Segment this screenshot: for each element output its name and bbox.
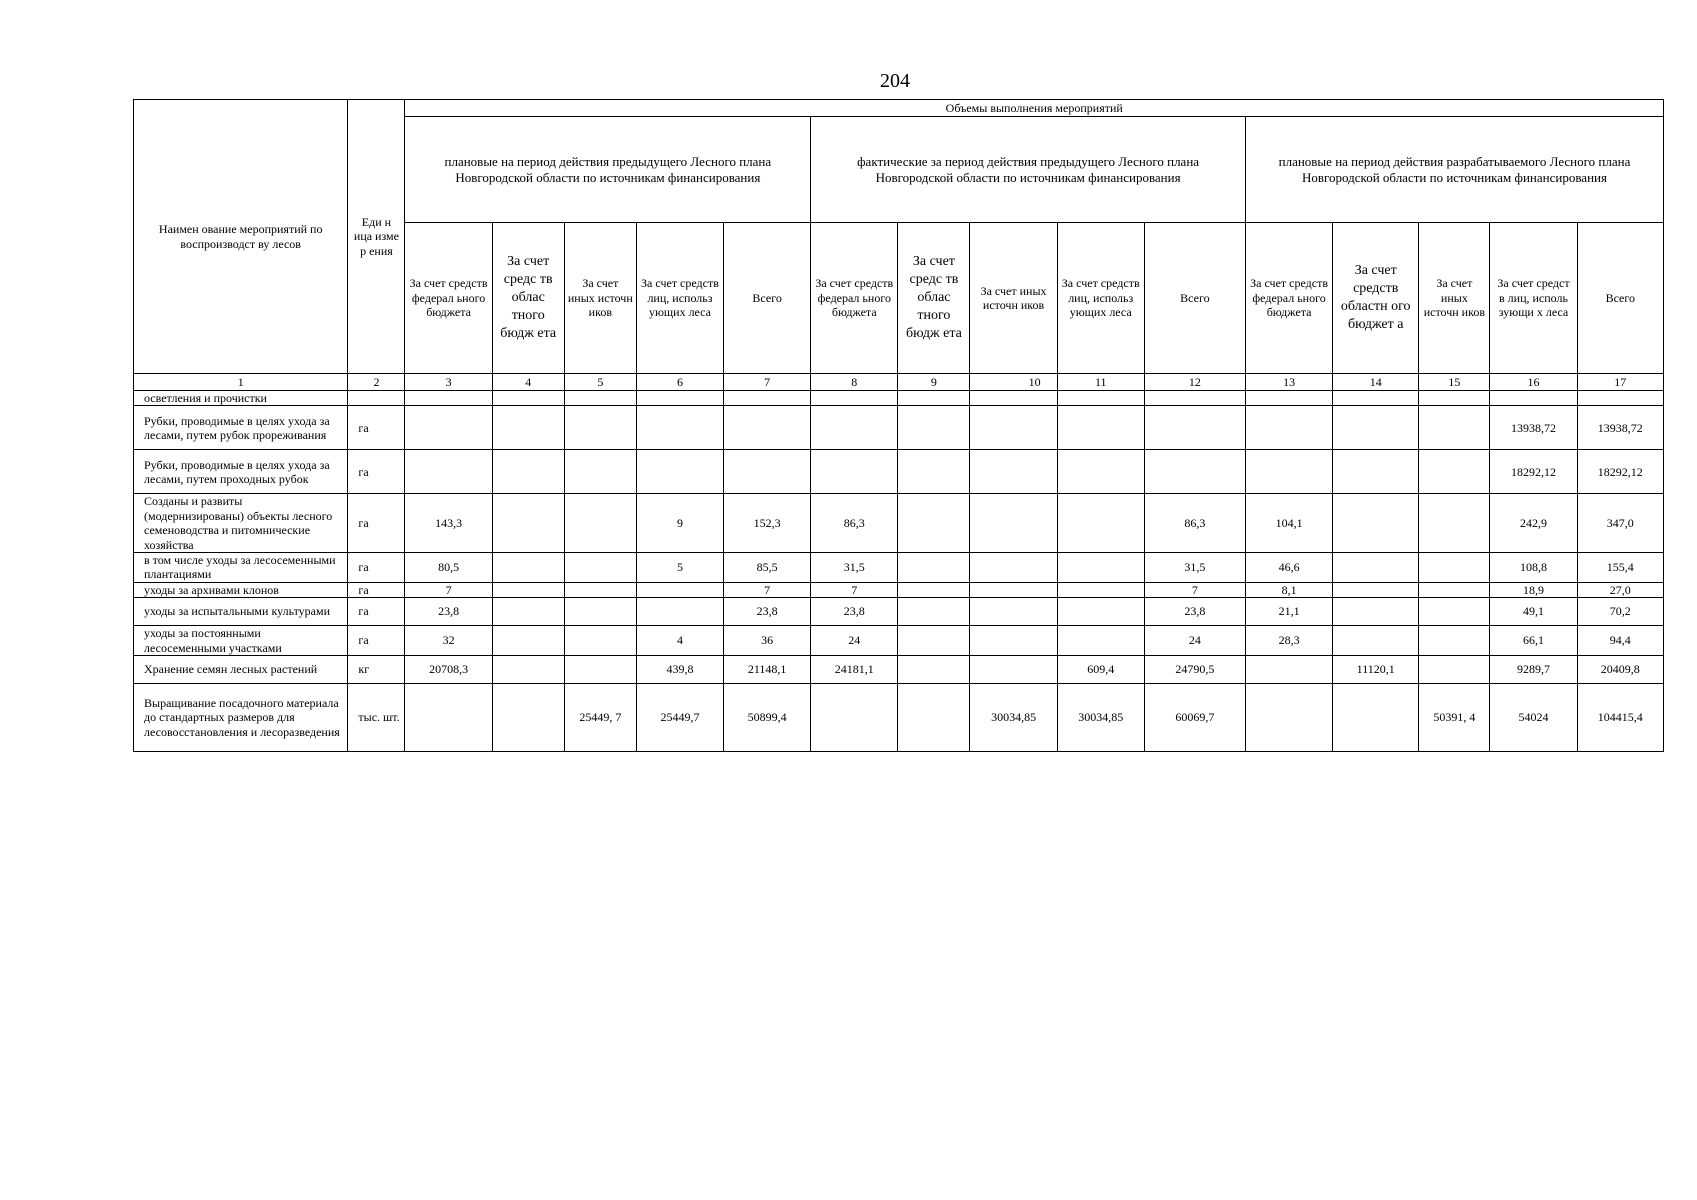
table-cell: 21148,1 — [724, 655, 811, 683]
row-name: Выращивание посадочного материала до стандартных размеров для лесовосстановления и лесоразведения — [134, 683, 348, 751]
table-cell — [564, 655, 636, 683]
table-cell — [1057, 598, 1144, 626]
column-number: 1 — [134, 374, 348, 391]
table-cell: 20708,3 — [405, 655, 492, 683]
table-cell — [970, 655, 1057, 683]
sub-header: За счет средств федерал ьного бюджета — [1245, 223, 1332, 374]
table-cell — [970, 626, 1057, 656]
row-unit: га — [348, 626, 405, 656]
table-cell: 4 — [636, 626, 723, 656]
table-cell: 36 — [724, 626, 811, 656]
table-cell — [1577, 391, 1663, 406]
table-cell — [564, 450, 636, 494]
table-cell: 609,4 — [1057, 655, 1144, 683]
sub-header: За счет иных источн иков — [564, 223, 636, 374]
table-cell — [1245, 406, 1332, 450]
table-cell: 7 — [811, 582, 898, 597]
sub-header: За счет средст в лиц, исполь зующи х леса — [1490, 223, 1577, 374]
table-cell: 7 — [724, 582, 811, 597]
table-cell: 66,1 — [1490, 626, 1577, 656]
table-cell — [811, 406, 898, 450]
table-cell — [811, 391, 898, 406]
forest-reproduction-table — [133, 99, 1664, 752]
table-cell — [1333, 552, 1419, 582]
table-cell — [636, 406, 723, 450]
table-cell — [564, 582, 636, 597]
table-cell — [970, 450, 1057, 494]
table-cell — [405, 683, 492, 751]
table-cell — [1057, 494, 1144, 553]
table-cell: 7 — [1144, 582, 1245, 597]
table-cell: 49,1 — [1490, 598, 1577, 626]
sub-header: За счет средс тв облас тного бюдж ета — [898, 223, 970, 374]
column-number: 2 — [348, 374, 405, 391]
table-row — [134, 582, 1664, 597]
row-unit: га — [348, 598, 405, 626]
row-name: Рубки, проводимые в целях ухода за лесами, путем проходных рубок — [134, 450, 348, 494]
table-cell — [1245, 450, 1332, 494]
table-cell — [564, 598, 636, 626]
sub-header: За счет иных источн иков — [1419, 223, 1490, 374]
column-number: 8 — [811, 374, 898, 391]
column-number: 6 — [636, 374, 723, 391]
table-cell — [898, 406, 970, 450]
table-cell: 50899,4 — [724, 683, 811, 751]
table-cell — [1057, 582, 1144, 597]
table-cell — [898, 598, 970, 626]
table-cell: 155,4 — [1577, 552, 1663, 582]
table-cell — [636, 450, 723, 494]
table-cell — [1245, 391, 1332, 406]
row-unit: га — [348, 582, 405, 597]
table-cell — [1144, 391, 1245, 406]
table-cell — [1057, 450, 1144, 494]
row-name: осветления и прочистки — [134, 391, 348, 406]
row-name: в том числе уходы за лесосеменными плантациями — [134, 552, 348, 582]
table-cell — [811, 450, 898, 494]
table-cell: 18,9 — [1490, 582, 1577, 597]
table-cell: 104,1 — [1245, 494, 1332, 553]
table-cell — [1419, 582, 1490, 597]
table-cell — [1057, 391, 1144, 406]
table-cell — [492, 391, 564, 406]
column-number: 4 — [492, 374, 564, 391]
row-unit: га — [348, 406, 405, 450]
row-name: уходы за испытальными культурами — [134, 598, 348, 626]
table-cell: 25449, 7 — [564, 683, 636, 751]
table-cell — [1419, 626, 1490, 656]
table-cell — [1333, 582, 1419, 597]
column-number: 5 — [564, 374, 636, 391]
column-numbers-row — [134, 374, 1664, 391]
table-cell: 30034,85 — [1057, 683, 1144, 751]
table-cell — [898, 494, 970, 553]
table-cell: 80,5 — [405, 552, 492, 582]
table-cell: 347,0 — [1577, 494, 1663, 553]
table-cell — [492, 683, 564, 751]
table-cell: 23,8 — [405, 598, 492, 626]
table-cell — [1333, 494, 1419, 553]
table-cell: 70,2 — [1577, 598, 1663, 626]
table-cell: 18292,12 — [1577, 450, 1663, 494]
table-cell: 143,3 — [405, 494, 492, 553]
column-number: 14 — [1333, 374, 1419, 391]
table-cell: 24 — [1144, 626, 1245, 656]
table-cell: 94,4 — [1577, 626, 1663, 656]
table-cell — [898, 391, 970, 406]
sub-header: За счет средств федерал ьного бюджета — [405, 223, 492, 374]
table-cell: 104415,4 — [1577, 683, 1663, 751]
row-name: Созданы и развиты (модернизированы) объекты лесного семеноводства и питомнические хозяйства — [134, 494, 348, 553]
table-cell: 46,6 — [1245, 552, 1332, 582]
table-cell — [1419, 655, 1490, 683]
table-cell: 24790,5 — [1144, 655, 1245, 683]
table-row — [134, 552, 1664, 582]
table-cell: 86,3 — [1144, 494, 1245, 553]
sub-header: За счет средств лиц, использ ующих леса — [636, 223, 723, 374]
table-cell — [1419, 552, 1490, 582]
row-name: уходы за постоянными лесосеменными участками — [134, 626, 348, 656]
table-cell: 24 — [811, 626, 898, 656]
header-volumes: Объемы выполнения мероприятий — [405, 100, 1664, 117]
table-cell: 23,8 — [724, 598, 811, 626]
sub-header: За счет иных источн иков — [970, 223, 1057, 374]
table-cell — [970, 494, 1057, 553]
table-cell — [405, 391, 492, 406]
table-cell: 7 — [405, 582, 492, 597]
table-cell — [636, 391, 723, 406]
table-cell — [1057, 552, 1144, 582]
table-cell — [1419, 391, 1490, 406]
sub-header: Всего — [1144, 223, 1245, 374]
column-number: 10 — [970, 374, 1057, 391]
table-cell — [898, 626, 970, 656]
table-cell — [564, 494, 636, 553]
header-name-col: Наимен ование мероприятий по воспроизводст ву лесов — [134, 100, 348, 374]
table-cell — [1419, 450, 1490, 494]
table-row — [134, 598, 1664, 626]
row-unit — [348, 391, 405, 406]
table-cell: 18292,12 — [1490, 450, 1577, 494]
table-cell: 86,3 — [811, 494, 898, 553]
table-cell — [1333, 683, 1419, 751]
row-name: Рубки, проводимые в целях ухода за лесами, путем рубок прореживания — [134, 406, 348, 450]
table-row — [134, 626, 1664, 656]
table-cell — [492, 552, 564, 582]
table-cell: 8,1 — [1245, 582, 1332, 597]
table-cell: 31,5 — [1144, 552, 1245, 582]
column-number: 3 — [405, 374, 492, 391]
table-cell — [898, 683, 970, 751]
row-unit: га — [348, 494, 405, 553]
row-unit: тыс. шт. — [348, 683, 405, 751]
table-cell — [492, 582, 564, 597]
row-unit: га — [348, 450, 405, 494]
table-cell: 23,8 — [811, 598, 898, 626]
table-cell: 20409,8 — [1577, 655, 1663, 683]
table-cell: 30034,85 — [970, 683, 1057, 751]
table-cell — [492, 406, 564, 450]
table-cell: 9 — [636, 494, 723, 553]
table-cell — [636, 598, 723, 626]
table-cell: 50391, 4 — [1419, 683, 1490, 751]
table-cell — [492, 598, 564, 626]
table-cell — [898, 552, 970, 582]
table-row — [134, 391, 1664, 406]
table-cell — [970, 406, 1057, 450]
table-cell — [1245, 655, 1332, 683]
column-number: 16 — [1490, 374, 1577, 391]
table-cell — [564, 391, 636, 406]
table-cell — [724, 391, 811, 406]
table-cell: 25449,7 — [636, 683, 723, 751]
table-cell: 152,3 — [724, 494, 811, 553]
table-cell: 28,3 — [1245, 626, 1332, 656]
column-number: 13 — [1245, 374, 1332, 391]
column-number: 9 — [898, 374, 970, 391]
table-cell — [1490, 391, 1577, 406]
row-unit: га — [348, 552, 405, 582]
sub-header: За счет средств областн ого бюджет а — [1333, 223, 1419, 374]
table-cell: 9289,7 — [1490, 655, 1577, 683]
column-number: 15 — [1419, 374, 1490, 391]
sub-header: За счет средс тв облас тного бюдж ета — [492, 223, 564, 374]
table-cell — [1057, 626, 1144, 656]
table-cell: 23,8 — [1144, 598, 1245, 626]
table-cell — [1245, 683, 1332, 751]
column-number: 11 — [1057, 374, 1144, 391]
table-cell — [405, 450, 492, 494]
table-cell — [970, 391, 1057, 406]
table-cell: 242,9 — [1490, 494, 1577, 553]
table-cell — [1333, 406, 1419, 450]
table-row — [134, 406, 1664, 450]
table-cell — [405, 406, 492, 450]
table-cell: 31,5 — [811, 552, 898, 582]
table-cell: 11120,1 — [1333, 655, 1419, 683]
row-name: Хранение семян лесных растений — [134, 655, 348, 683]
table-cell — [970, 598, 1057, 626]
table-cell — [1333, 450, 1419, 494]
sub-header: За счет средств лиц, использ ующих леса — [1057, 223, 1144, 374]
table-cell — [970, 582, 1057, 597]
column-number: 7 — [724, 374, 811, 391]
table-cell: 5 — [636, 552, 723, 582]
page-number: 204 — [880, 70, 910, 92]
table-cell — [492, 626, 564, 656]
table-cell: 60069,7 — [1144, 683, 1245, 751]
table-row — [134, 494, 1664, 553]
table-cell — [564, 552, 636, 582]
table-cell — [492, 655, 564, 683]
table-cell — [1333, 598, 1419, 626]
table-cell — [1144, 450, 1245, 494]
table-row — [134, 655, 1664, 683]
table-cell: 54024 — [1490, 683, 1577, 751]
table-cell — [970, 552, 1057, 582]
table-cell — [1333, 626, 1419, 656]
header-group-planned-previous: плановые на период действия предыдущего Лесного плана Новгородской области по источникам финансирования — [405, 117, 811, 223]
table-cell — [898, 582, 970, 597]
column-number: 12 — [1144, 374, 1245, 391]
table-cell — [492, 494, 564, 553]
table-cell: 32 — [405, 626, 492, 656]
table-cell — [898, 655, 970, 683]
sub-header: Всего — [1577, 223, 1663, 374]
table-cell — [636, 582, 723, 597]
header-group-planned-new: плановые на период действия разрабатываемого Лесного плана Новгородской области по источникам финансирования — [1245, 117, 1663, 223]
table-cell — [564, 406, 636, 450]
header-unit-col: Еди н ица изме р ения — [348, 100, 405, 374]
table-row — [134, 683, 1664, 751]
table-cell: 27,0 — [1577, 582, 1663, 597]
table-cell: 85,5 — [724, 552, 811, 582]
table-cell — [1144, 406, 1245, 450]
table-cell: 108,8 — [1490, 552, 1577, 582]
table-cell — [1419, 406, 1490, 450]
table-cell — [724, 406, 811, 450]
table-cell — [1419, 494, 1490, 553]
table-cell: 21,1 — [1245, 598, 1332, 626]
column-number: 17 — [1577, 374, 1663, 391]
table-cell — [898, 450, 970, 494]
table-cell — [492, 450, 564, 494]
row-name: уходы за архивами клонов — [134, 582, 348, 597]
table-cell — [1057, 406, 1144, 450]
table-cell — [724, 450, 811, 494]
sub-header: Всего — [724, 223, 811, 374]
table-cell: 13938,72 — [1577, 406, 1663, 450]
sub-header: За счет средств федерал ьного бюджета — [811, 223, 898, 374]
table-row — [134, 450, 1664, 494]
table-cell — [1333, 391, 1419, 406]
table-cell: 13938,72 — [1490, 406, 1577, 450]
table-cell — [811, 683, 898, 751]
table-cell — [1419, 598, 1490, 626]
table-cell: 439,8 — [636, 655, 723, 683]
row-unit: кг — [348, 655, 405, 683]
table-cell: 24181,1 — [811, 655, 898, 683]
table-cell — [564, 626, 636, 656]
header-group-actual-previous: фактические за период действия предыдущего Лесного плана Новгородской области по источникам финансирования — [811, 117, 1246, 223]
